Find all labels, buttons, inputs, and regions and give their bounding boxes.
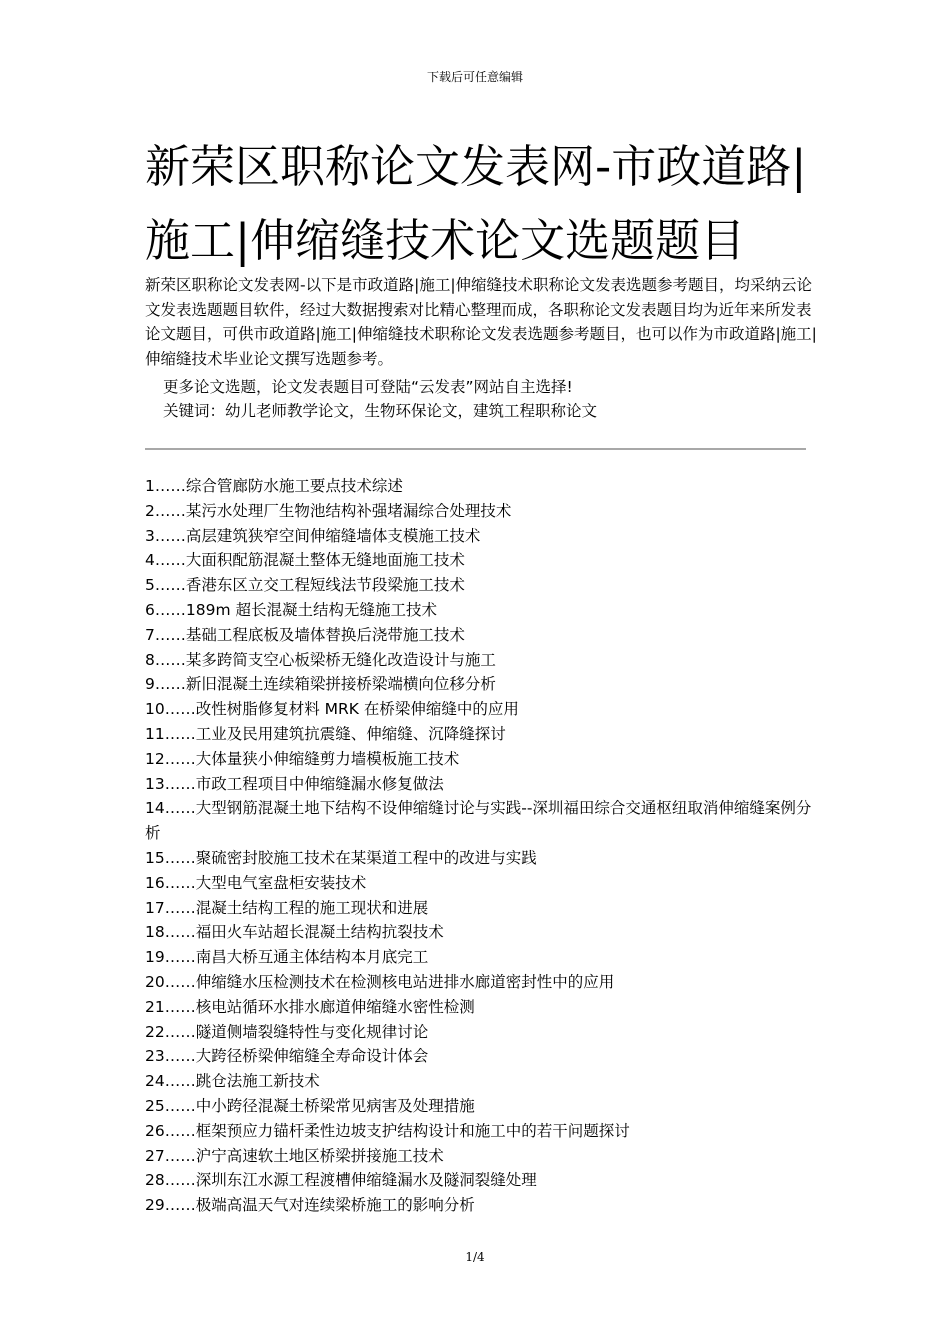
topic-item: 1……综合管廊防水施工要点技术综述 (145, 477, 403, 495)
topic-item: 7……基础工程底板及墙体替换后浇带施工技术 (145, 625, 465, 644)
divider (145, 448, 806, 450)
intro-paragraph: 新荣区职称论文发表网-以下是市政道路|施工|伸缩缝技术职称论文发表选题参考题目，均采纳云论文发表选题题目软件，经过大数据搜索对比精心整理而成，各职称论文发表题目均为近年来所发表论文题目，可供市政道路|施工|伸缩缝技术职称论文发表选题参考题目，也可以作为市政道路|施工|伸缩缝技术毕业论文撰写选题参考。 (145, 276, 817, 368)
topic-item: 16……大型电气室盘柜安装技术 (145, 873, 367, 892)
topic-item: 17……混凝土结构工程的施工现状和进展 (145, 898, 429, 917)
topic-item: 9……新旧混凝土连续箱梁拼接桥梁端横向位移分析 (145, 675, 496, 694)
topic-item: 10……改性树脂修复材料 MRK 在桥梁伸缩缝中的应用 (145, 700, 519, 719)
topic-item: 14……大型钢筋混凝土地下结构不设伸缩缝讨论与实践--深圳福田综合交通枢纽取消伸缩缝案例分析 (145, 799, 812, 843)
more-topics-line: 更多论文选题，论文发表题目可登陆“云发表”网站自主选择! (163, 378, 573, 396)
topic-item: 2……某污水处理厂生物池结构补强堵漏综合处理技术 (145, 501, 512, 520)
topic-item: 18……福田火车站超长混凝土结构抗裂技术 (145, 923, 444, 942)
document-title: 新荣区职称论文发表网-市政道路|施工|伸缩缝技术论文选题题目 (145, 140, 807, 267)
page-number: 1/4 (465, 1250, 485, 1264)
topic-item: 25……中小跨径混凝土桥梁常见病害及处理措施 (145, 1096, 475, 1115)
topic-item: 28……深圳东江水源工程渡槽伸缩缝漏水及隧洞裂缝处理 (145, 1171, 537, 1190)
topic-item: 3……高层建筑狭窄空间伸缩缝墙体支模施工技术 (145, 526, 481, 545)
topic-item: 20……伸缩缝水压检测技术在检测核电站进排水廊道密封性中的应用 (145, 972, 615, 991)
topic-item: 19……南昌大桥互通主体结构本月底完工 (145, 948, 429, 967)
topic-item: 26……框架预应力锚杆柔性边坡支护结构设计和施工中的若干问题探讨 (145, 1121, 630, 1140)
topic-item: 24……跳仓法施工新技术 (145, 1072, 320, 1091)
header-note: 下载后可任意编辑 (426, 70, 523, 84)
topic-item: 11……工业及民用建筑抗震缝、伸缩缝、沉降缝探讨 (145, 724, 506, 743)
topic-item: 21……核电站循环水排水廊道伸缩缝水密性检测 (145, 997, 475, 1016)
topic-item: 12……大体量狭小伸缩缝剪力墙模板施工技术 (145, 749, 460, 768)
topic-item: 29……极端高温天气对连续梁桥施工的影响分析 (145, 1196, 475, 1215)
topic-item: 27……沪宁高速软土地区桥梁拼接施工技术 (145, 1146, 444, 1165)
topic-item: 8……某多跨简支空心板梁桥无缝化改造设计与施工 (145, 650, 496, 669)
topic-item: 4……大面积配筋混凝土整体无缝地面施工技术 (145, 551, 465, 570)
topic-item: 15……聚硫密封胶施工技术在某渠道工程中的改进与实践 (145, 848, 537, 867)
topic-item: 5……香港东区立交工程短线法节段梁施工技术 (145, 576, 465, 595)
topic-item: 13……市政工程项目中伸缩缝漏水修复做法 (145, 774, 444, 793)
topic-item: 6……189m 超长混凝土结构无缝施工技术 (145, 600, 437, 619)
topic-item: 23……大跨径桥梁伸缩缝全寿命设计体会 (145, 1047, 429, 1066)
topic-list (145, 474, 813, 1218)
keywords-line: 关键词：幼儿老师教学论文，生物环保论文，建筑工程职称论文 (163, 402, 598, 420)
topic-item: 22……隧道侧墙裂缝特性与变化规律讨论 (145, 1022, 429, 1041)
